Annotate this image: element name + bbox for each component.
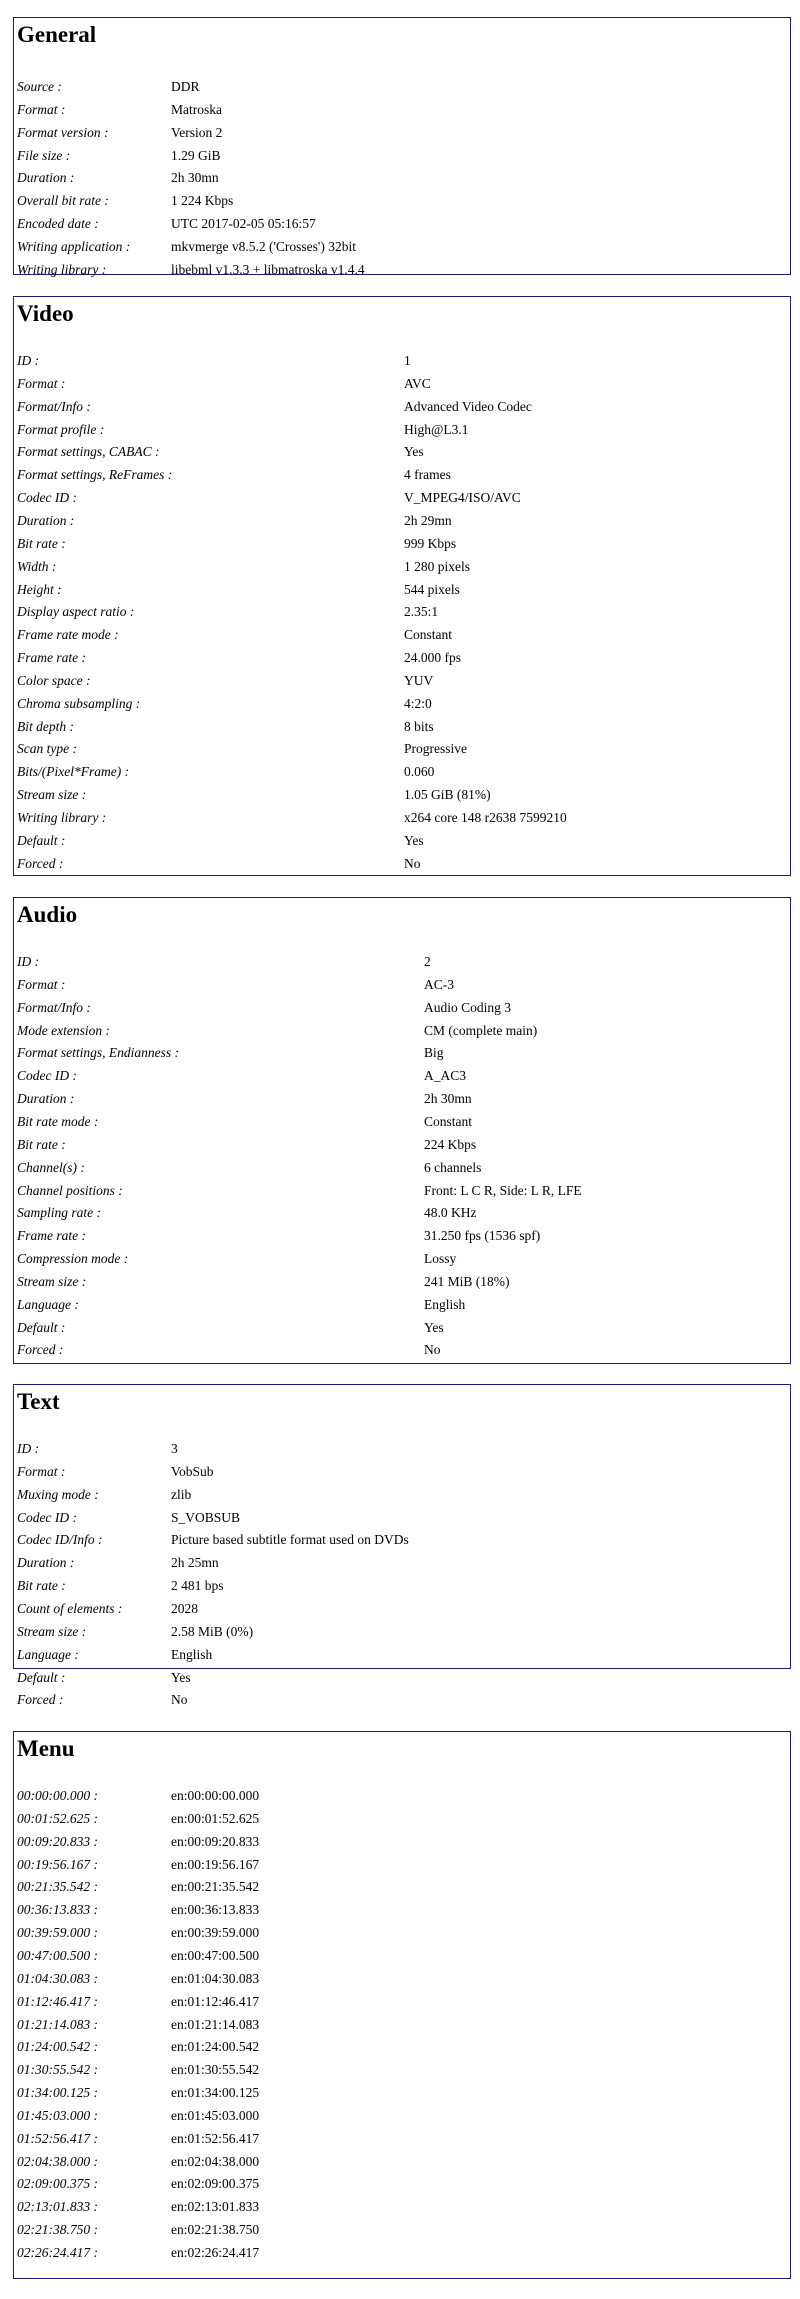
info-value: No [171,1692,188,1708]
info-row [17,144,790,167]
info-row [17,1551,790,1574]
info-value: UTC 2017-02-05 05:16:57 [171,216,316,232]
info-value: 0.060 [404,764,435,780]
info-key: Stream size : [17,1623,87,1639]
info-key: ID : [17,954,40,969]
info-key: 00:36:13.833 : [17,1902,98,1918]
info-row [17,1483,790,1506]
info-value: en:00:21:35.542 [171,1879,260,1895]
info-row [17,1316,790,1339]
section-title: Text [17,1389,60,1414]
info-row [17,509,790,532]
info-key: 00:09:20.833 : [17,1833,98,1849]
info-row [17,2127,790,2150]
info-key: 01:45:03.000 : [17,2107,98,2123]
info-key: 02:26:24.417 : [17,2245,98,2260]
info-row [17,669,790,692]
info-key: Mode extension : [17,1022,110,1038]
info-key: 00:01:52.625 : [17,1810,98,1826]
section-general [13,17,791,275]
info-row [17,1270,790,1293]
info-value: en:01:52:56.417 [171,2130,260,2146]
info-row [17,1064,790,1087]
info-value: YUV [404,672,434,688]
info-row [17,532,790,555]
info-value: en:01:24:00.542 [171,2039,260,2055]
info-key: 01:12:46.417 : [17,1993,98,2009]
info-row [17,395,790,418]
info-value: 2.35:1 [404,604,439,620]
info-row [17,829,790,852]
info-row [17,806,790,829]
info-row [17,1110,790,1133]
info-row [17,1643,790,1666]
section-title: Menu [17,1736,75,1761]
info-key: 01:24:00.542 : [17,2039,98,2055]
info-row [17,1853,790,1876]
section-video [13,296,791,876]
info-value: CM (complete main) [424,1022,538,1038]
info-value: 1.29 GiB [171,147,221,163]
info-value: 1.05 GiB (81%) [404,787,491,803]
info-value: High@L3.1 [404,421,469,437]
info-row [17,1224,790,1247]
info-key: Stream size : [17,1273,87,1289]
info-key: Width : [17,558,57,574]
info-value: en:00:00:00.000 [171,1788,260,1803]
info-value: en:02:04:38.000 [171,2153,260,2169]
info-value: en:00:01:52.625 [171,1810,260,1826]
info-row [17,235,790,258]
info-key: Forced : [17,1342,64,1358]
info-key: Source : [17,79,62,94]
info-key: Format : [17,101,66,117]
info-value: AVC [404,375,431,391]
info-key: Default : [17,1319,66,1335]
info-key: Default : [17,1669,66,1685]
info-key: Format settings, ReFrames : [17,467,173,483]
info-value: 2h 29mn [404,512,452,528]
info-key: Format settings, Endianness : [17,1045,179,1061]
info-row [17,692,790,715]
info-value: 3 [171,1441,178,1456]
info-key: Format : [17,976,66,992]
info-key: 02:21:38.750 : [17,2222,98,2238]
info-value: Yes [404,444,424,460]
info-key: Frame rate mode : [17,627,119,643]
info-key: Height : [17,581,62,597]
info-value: English [424,1296,466,1312]
info-value: mkvmerge v8.5.2 ('Crosses') 32bit [171,238,356,254]
info-key: 01:30:55.542 : [17,2062,98,2078]
info-value: en:02:09:00.375 [171,2176,260,2192]
info-row [17,1019,790,1042]
info-row [17,996,790,1019]
info-value: 4:2:0 [404,695,432,711]
info-value: 224 Kbps [424,1136,477,1152]
info-value: 24.000 fps [404,650,461,666]
info-value: A_AC3 [424,1068,467,1084]
info-value: 2h 25mn [171,1555,219,1571]
info-key: Format version : [17,124,109,140]
info-key: Channel positions : [17,1182,123,1198]
info-key: Bits/(Pixel*Frame) : [17,764,130,780]
info-key: Bit rate : [17,1136,66,1152]
info-row [17,1990,790,2013]
info-row [17,1944,790,1967]
info-value: Constant [404,627,453,643]
info-row [17,2081,790,2104]
info-row [17,1179,790,1202]
info-row [17,1574,790,1597]
info-key: Duration : [17,1555,75,1571]
info-key: 02:04:38.000 : [17,2153,98,2169]
info-value: Yes [404,832,424,848]
info-row [17,440,790,463]
info-key: Bit rate : [17,535,66,551]
info-row [17,760,790,783]
info-row [17,1156,790,1179]
info-row [17,1807,790,1830]
info-key: Duration : [17,170,75,186]
section-title: General [17,22,97,47]
info-row [17,578,790,601]
info-row [17,715,790,738]
info-key: Forced : [17,1692,64,1708]
info-value: 2028 [171,1600,198,1616]
info-value: No [404,855,421,871]
info-row [17,1338,790,1361]
info-key: Writing library : [17,810,107,825]
info-value: 8 bits [404,718,434,734]
info-row [17,2058,790,2081]
info-row [17,189,790,212]
info-row [17,973,790,996]
info-value: DDR [171,79,200,94]
info-value: Matroska [171,101,222,117]
info-row [17,1898,790,1921]
info-key: Bit depth : [17,718,74,734]
info-value: en:02:21:38.750 [171,2222,260,2238]
info-value: Picture based subtitle format used on DVDs [171,1532,409,1548]
info-row [17,2035,790,2058]
info-key: 00:21:35.542 : [17,1879,98,1895]
info-key: Default : [17,832,66,848]
info-row [17,1293,790,1316]
info-value: en:00:47:00.500 [171,1947,260,1963]
info-key: Count of elements : [17,1600,123,1616]
info-row [17,852,790,875]
info-value: 2 481 bps [171,1578,224,1594]
info-row [17,212,790,235]
info-row [17,486,790,509]
info-value: 1 224 Kbps [171,193,234,209]
info-value: en:02:26:24.417 [171,2245,260,2260]
info-row [17,463,790,486]
info-key: Format/Info : [17,999,91,1015]
info-value: Progressive [404,741,467,757]
info-value: 2.58 MiB (0%) [171,1623,254,1639]
info-value: Big [424,1045,444,1061]
info-key: Bit rate : [17,1578,66,1594]
section-menu [13,1731,791,2279]
info-value: en:01:04:30.083 [171,1970,260,1986]
info-key: Bit rate mode : [17,1113,99,1129]
info-key: Codec ID : [17,1509,77,1525]
info-row [17,418,790,441]
info-value: AC-3 [424,976,454,992]
info-key: 00:19:56.167 : [17,1856,98,1872]
info-value: 544 pixels [404,581,460,597]
info-key: Overall bit rate : [17,193,109,209]
info-value: English [171,1646,213,1662]
info-key: Sampling rate : [17,1205,101,1221]
info-value: 241 MiB (18%) [424,1273,510,1289]
info-row [17,2172,790,2195]
info-key: File size : [17,147,71,163]
info-key: 01:21:14.083 : [17,2016,98,2032]
info-key: Language : [17,1646,79,1662]
info-key: Codec ID : [17,1068,77,1084]
info-row [17,1087,790,1110]
info-key: 01:52:56.417 : [17,2130,98,2146]
info-row [17,2218,790,2241]
info-key: Format settings, CABAC : [17,444,160,460]
info-key: 00:39:59.000 : [17,1925,98,1941]
info-value: Advanced Video Codec [404,398,532,414]
info-key: Language : [17,1296,79,1312]
info-value: x264 core 148 r2638 7599210 [404,810,567,825]
info-row [17,1597,790,1620]
info-key: Muxing mode : [17,1486,99,1502]
info-value: en:00:09:20.833 [171,1833,260,1849]
info-row [17,258,790,281]
section-audio [13,897,791,1364]
info-row [17,1921,790,1944]
info-row [17,75,790,98]
info-value: 4 frames [404,467,451,483]
info-row [17,2195,790,2218]
info-row [17,1620,790,1643]
info-row [17,1666,790,1689]
info-row [17,950,790,973]
info-key: Duration : [17,512,75,528]
info-value: en:01:21:14.083 [171,2016,260,2032]
info-key: Format : [17,1463,66,1479]
info-row [17,783,790,806]
info-key: 00:00:00.000 : [17,1788,98,1803]
info-value: 48.0 KHz [424,1205,477,1221]
info-row [17,1528,790,1551]
info-row [17,98,790,121]
info-row [17,1688,790,1711]
info-key: Codec ID : [17,490,77,506]
info-value: 2h 30mn [171,170,219,186]
info-row [17,1201,790,1224]
info-value: en:00:19:56.167 [171,1856,260,1872]
info-key: Writing application : [17,238,131,254]
info-row [17,623,790,646]
info-key: 01:34:00.125 : [17,2085,98,2101]
info-row [17,1830,790,1853]
info-value: Yes [171,1669,191,1685]
info-row [17,600,790,623]
info-row [17,2013,790,2036]
info-row [17,2150,790,2173]
info-value: VobSub [171,1463,214,1479]
info-key: Forced : [17,855,64,871]
info-value: en:01:34:00.125 [171,2085,260,2101]
info-value: en:00:39:59.000 [171,1925,260,1941]
info-row [17,737,790,760]
info-key: Writing library : [17,261,107,277]
info-value: No [424,1342,441,1358]
info-row [17,1437,790,1460]
info-value: Lossy [424,1251,457,1267]
info-key: Chroma subsampling : [17,695,141,711]
info-key: Stream size : [17,787,87,803]
info-value: libebml v1.3.3 + libmatroska v1.4.4 [171,261,365,277]
info-row [17,646,790,669]
info-key: Encoded date : [17,216,99,232]
info-key: ID : [17,353,40,368]
info-key: Channel(s) : [17,1159,85,1175]
info-row [17,1967,790,1990]
info-value: 31.250 fps (1536 spf) [424,1228,541,1244]
info-row [17,1460,790,1483]
info-value: 999 Kbps [404,535,457,551]
info-value: 2h 30mn [424,1091,472,1107]
info-row [17,121,790,144]
section-text [13,1384,791,1708]
info-value: en:01:12:46.417 [171,1993,260,2009]
info-key: Scan type : [17,741,77,757]
section-title: Video [17,301,74,326]
info-key: Format : [17,375,66,391]
info-value: zlib [171,1486,192,1502]
info-row [17,166,790,189]
info-row [17,2104,790,2127]
info-value: en:01:30:55.542 [171,2062,260,2078]
info-value: 1 [404,353,411,368]
info-key: Format profile : [17,421,105,437]
info-key: 00:47:00.500 : [17,1947,98,1963]
info-value: en:00:36:13.833 [171,1902,260,1918]
info-value: 2 [424,954,431,969]
info-row [17,2241,790,2264]
info-value: 6 channels [424,1159,482,1175]
info-value: en:02:13:01.833 [171,2199,260,2215]
info-key: Frame rate : [17,1228,86,1244]
info-key: 02:13:01.833 : [17,2199,98,2215]
info-row [17,349,790,372]
section-title: Audio [17,902,78,927]
info-key: Color space : [17,672,91,688]
info-key: Duration : [17,1091,75,1107]
info-key: Compression mode : [17,1251,129,1267]
info-key: Format/Info : [17,398,91,414]
info-row [17,1784,790,1807]
info-value: Yes [424,1319,444,1335]
info-row [17,1875,790,1898]
info-value: Constant [424,1113,473,1129]
info-value: V_MPEG4/ISO/AVC [404,490,521,506]
info-value: Audio Coding 3 [424,999,512,1015]
info-row [17,1133,790,1156]
info-value: Front: L C R, Side: L R, LFE [424,1182,582,1198]
info-value: Version 2 [171,124,223,140]
info-value: S_VOBSUB [171,1509,241,1525]
info-key: Display aspect ratio : [17,604,135,620]
info-row [17,1506,790,1529]
info-value: en:01:45:03.000 [171,2107,260,2123]
info-row [17,1041,790,1064]
info-row [17,555,790,578]
info-key: 02:09:00.375 : [17,2176,98,2192]
info-row [17,1247,790,1270]
info-key: 01:04:30.083 : [17,1970,98,1986]
info-value: 1 280 pixels [404,558,470,574]
info-key: Frame rate : [17,650,86,666]
info-row [17,372,790,395]
info-key: Codec ID/Info : [17,1532,103,1548]
info-key: ID : [17,1441,40,1456]
